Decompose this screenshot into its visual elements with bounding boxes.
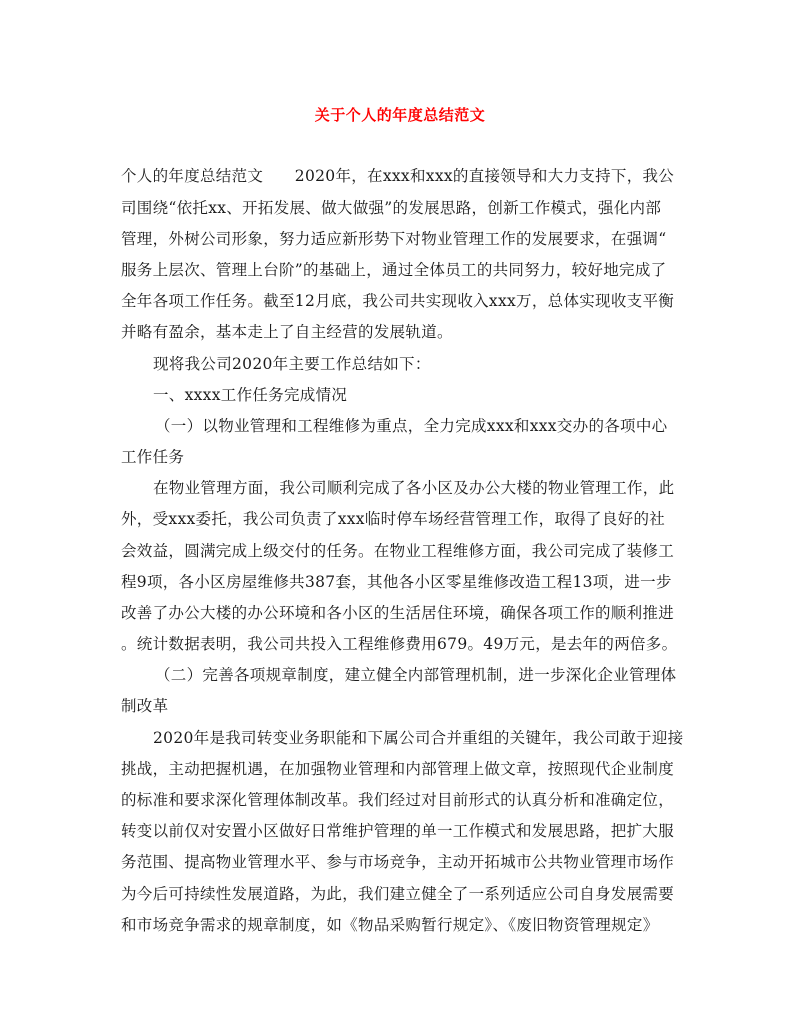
text-line: 服务上层次、管理上台阶”的基础上，通过全体员工的共同努力，较好地完成了 xyxy=(121,261,667,279)
text-line: 在物业管理方面，我公司顺利完成了各小区及办公大楼的物业管理工作，此 xyxy=(153,479,675,497)
subsection-heading: （二）完善各项规章制度，建立健全内部管理机制，进一步深化企业管理体 xyxy=(155,666,677,684)
text-line: 改善了办公大楼的办公环境和各小区的生活居住环境，确保各项工作的顺利推进 xyxy=(121,604,675,622)
text-line: 全年各项工作任务。截至12月底，我公司共实现收入xxx万，总体实现收支平衡 xyxy=(121,292,675,310)
text-line: 为今后可持续性发展道路，为此，我们建立健全了一系列适应公司自身发展需要 xyxy=(121,885,675,903)
text-line: 2020年是我司转变业务职能和下属公司合并重组的关键年，我公司敢于迎接 xyxy=(153,729,684,747)
section-heading: 一、xxxx工作任务完成情况 xyxy=(153,386,348,404)
text-line: 司围绕“依托xx、开拓发展、做大做强”的发展思路，创新工作模式，强化内部 xyxy=(121,199,662,217)
text-line: 现将我公司2020年主要工作总结如下： xyxy=(153,355,431,373)
text-line: 挑战，主动把握机遇，在加强物业管理和内部管理上做文章，按照现代企业制度 xyxy=(121,760,675,778)
text-line: 。统计数据表明，我公司共投入工程维修费用679。49万元，是去年的两倍多。 xyxy=(121,635,678,653)
subsection-heading: 制改革 xyxy=(121,697,169,715)
subsection-heading: （一）以物业管理和工程维修为重点，全力完成xxx和xxx交办的各项中心 xyxy=(155,417,668,435)
text-line: 转变以前仅对安置小区做好日常维护管理的单一工作模式和发展思路，把扩大服 xyxy=(121,822,675,840)
text-line: 管理，外树公司形象，努力适应新形势下对物业管理工作的发展要求，在强调“ xyxy=(121,230,667,248)
document-title: 关于个人的年度总结范文 xyxy=(314,106,486,124)
text-line: 和市场竞争需求的规章制度，如《物品采购暂行规定》、《废旧物资管理规定》 xyxy=(121,916,659,934)
text-line: 务范围、提高物业管理水平、参与市场竞争，主动开拓城市公共物业管理市场作 xyxy=(121,853,675,871)
text-line: 的标准和要求深化管理体制改革。我们经过对目前形式的认真分析和准确定位， xyxy=(121,791,675,809)
subsection-heading: 工作任务 xyxy=(121,448,185,466)
text-line: 会效益，圆满完成上级交付的任务。在物业工程维修方面，我公司完成了装修工 xyxy=(121,542,675,560)
text-line: 并略有盈余，基本走上了自主经营的发展轨道。 xyxy=(121,323,453,341)
text-line: 个人的年度总结范文 2020年，在xxx和xxx的直接领导和大力支持下，我公 xyxy=(121,167,675,185)
text-line: 程9项，各小区房屋维修共387套，其他各小区零星维修改造工程13项，进一步 xyxy=(121,573,672,591)
text-line: 外，受xxx委托，我公司负责了xxx临时停车场经营管理工作，取得了良好的社 xyxy=(121,510,666,528)
